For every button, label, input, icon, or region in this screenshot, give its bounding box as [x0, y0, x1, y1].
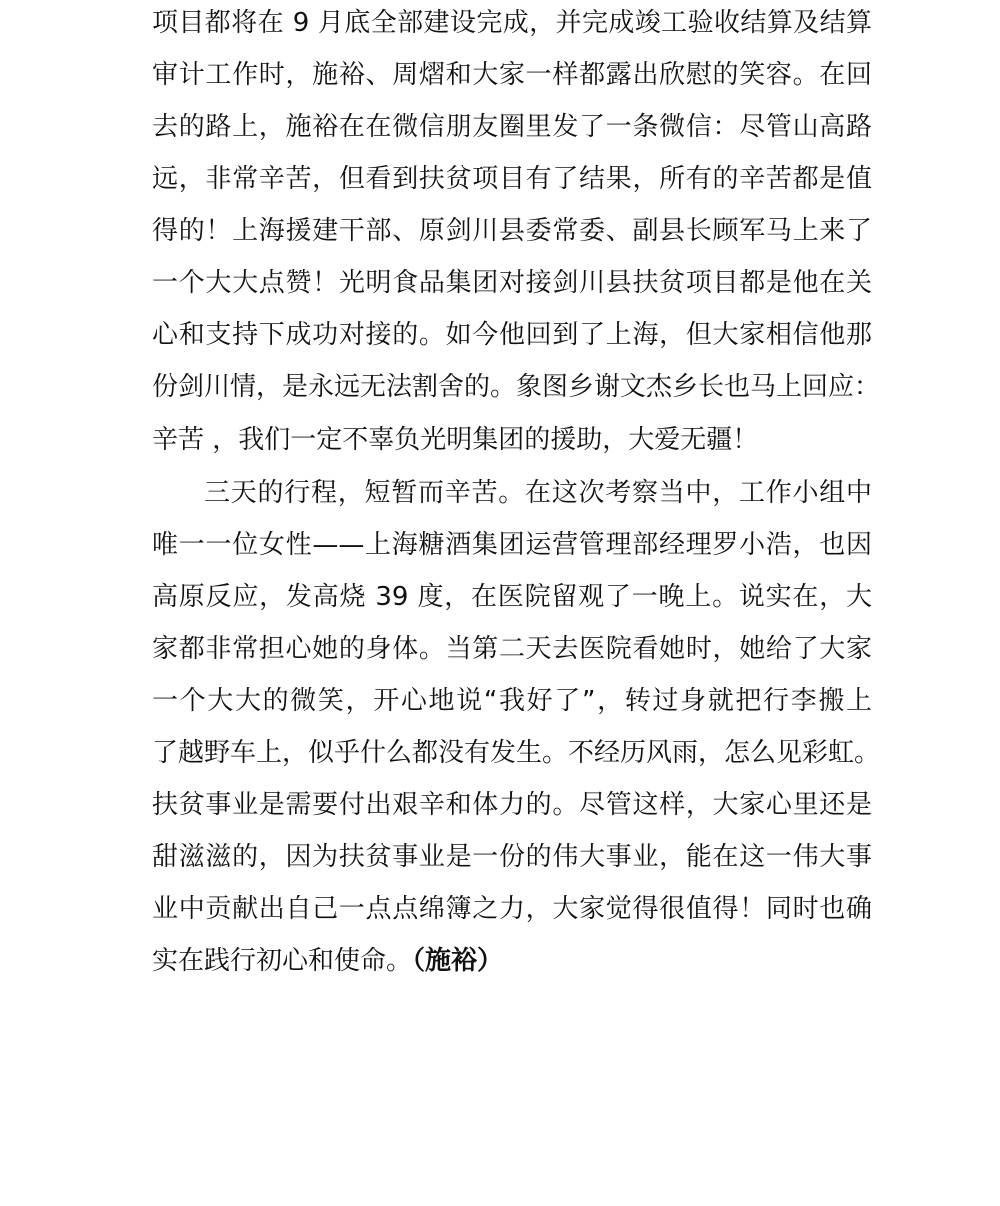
author-signature: （施裕） — [412, 946, 504, 976]
text-line: 甜滋滋的，因为扶贫事业是一份的伟大事业，能在这一伟大事 — [152, 842, 872, 872]
text-line: 家都非常担心她的身体。当第二天去医院看她时，她给了大家 — [152, 634, 872, 664]
text-line: 份剑川情，是永远无法割舍的。象图乡谢文杰乡长也马上回应： — [152, 372, 881, 402]
text-line: 辛苦 ，我们一定不辜负光明集团的援助，大爱无疆！ — [152, 425, 759, 455]
text-line: 审计工作时，施裕、周熠和大家一样都露出欣慰的笑容。在回 — [152, 60, 872, 90]
final-sentence: 实在践行初心和使命。 — [152, 946, 413, 976]
text-line-final — [152, 941, 872, 981]
text-line: 高原反应，发高烧 39 度，在医院留观了一晚上。说实在，大 — [152, 582, 872, 612]
text-line: 远，非常辛苦，但看到扶贫项目有了结果，所有的辛苦都是值 — [152, 164, 872, 194]
text-line: 唯一一位女性——上海糖酒集团运营管理部经理罗小浩，也因 — [152, 530, 872, 560]
text-line: 业中贡献出自己一点点绵簿之力，大家觉得很值得！同时也确 — [152, 894, 872, 924]
text-line: 一个大大的微笑，开心地说“我好了”，转过身就把行李搬上 — [152, 686, 872, 716]
text-line: 扶贫事业是需要付出艰辛和体力的。尽管这样，大家心里还是 — [152, 790, 872, 820]
text-line: 三天的行程，短暂而辛苦。在这次考察当中，工作小组中 — [204, 478, 872, 508]
text-line: 了越野车上，似乎什么都没有发生。不经历风雨，怎么见彩虹。 — [152, 738, 881, 768]
text-line: 心和支持下成功对接的。如今他回到了上海，但大家相信他那 — [152, 320, 872, 350]
text-line: 项目都将在 9 月底全部建设完成，并完成竣工验收结算及结算 — [152, 8, 872, 38]
text-line: 一个大大点赞！光明食品集团对接剑川县扶贫项目都是他在关 — [152, 268, 872, 298]
text-line: 得的！上海援建干部、原剑川县委常委、副县长顾军马上来了 — [152, 216, 872, 246]
text-line: 去的路上，施裕在在微信朋友圈里发了一条微信：尽管山高路 — [152, 112, 872, 142]
